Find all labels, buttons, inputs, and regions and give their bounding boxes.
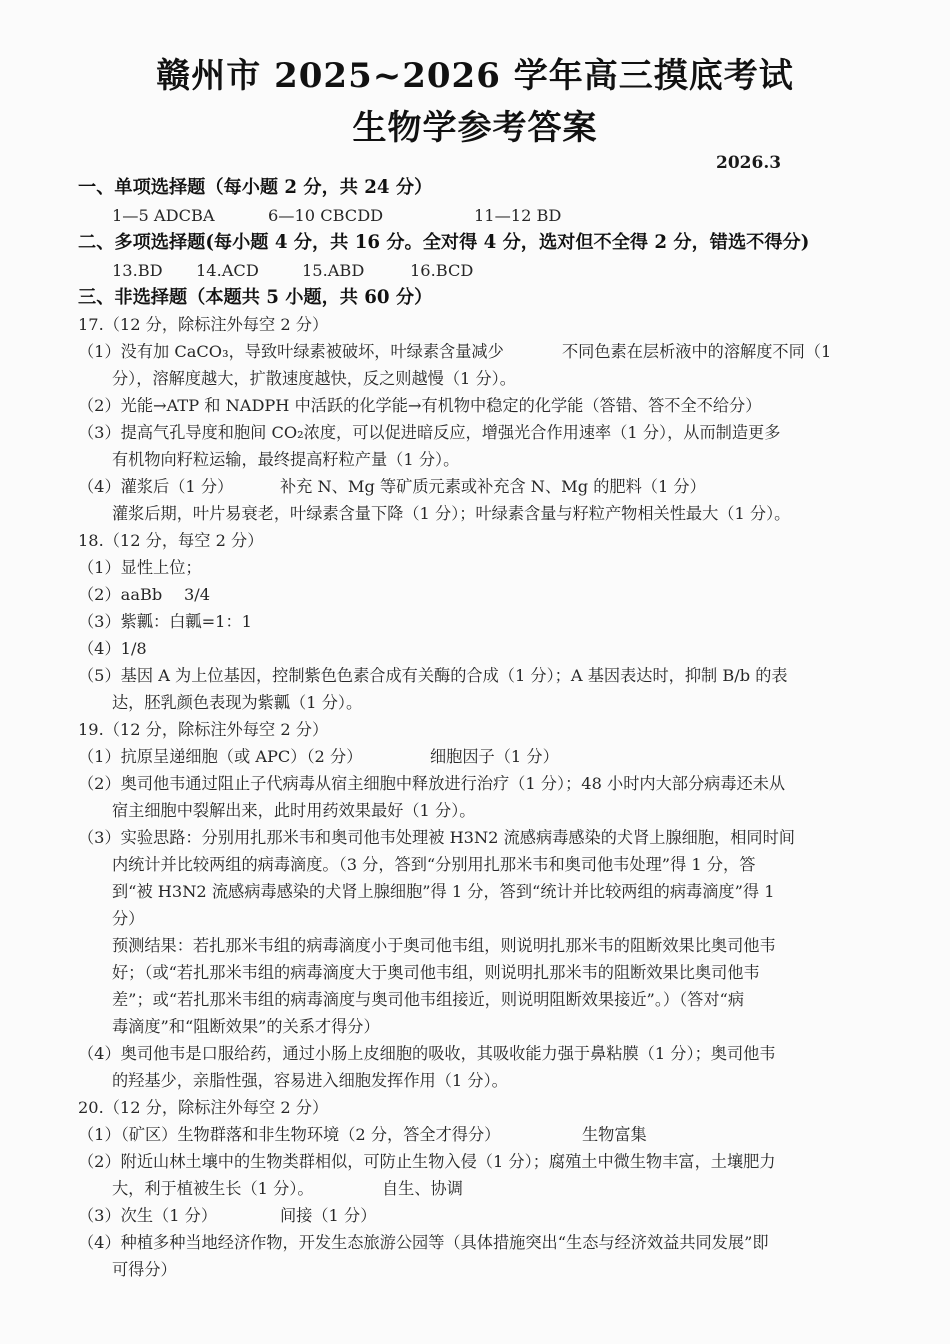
q18-p2-a: （2）aaBb bbox=[78, 585, 163, 604]
q19-p3-a: （3）实验思路：分别用扎那米韦和奥司他韦处理被 H3N2 流感病毒感染的犬肾上腺细胞，相同时间 bbox=[78, 828, 795, 847]
q18-p2-b: 3/4 bbox=[184, 585, 211, 604]
q19-p1-b: 细胞因子（1 分） bbox=[430, 747, 559, 766]
q19-p2-b: 宿主细胞中裂解出来，此时用药效果最好（1 分）。 bbox=[112, 801, 476, 820]
q20-p2-b2: 自生、协调 bbox=[382, 1179, 463, 1198]
q17-p4-a1: （4）灌浆后（1 分） bbox=[78, 477, 234, 496]
q20-answer-line bbox=[112, 1179, 872, 1199]
exam-date: 2026.3 bbox=[716, 153, 782, 173]
q19-prediction-a: 预测结果：若扎那米韦组的病毒滴度小于奥司他韦组，则说明扎那米韦的阻断效果比奥司他韦 bbox=[112, 936, 776, 955]
q20-p2-b1: 大，利于植被生长（1 分）。 bbox=[112, 1179, 314, 1198]
q19-p3-b: 内统计并比较两组的病毒滴度。（3 分，答到“分别用扎那米韦和奥司他韦处理”得 1 分，答 bbox=[112, 855, 756, 874]
q17-p4-b: 灌浆后期，叶片易衰老，叶绿素含量下降（1 分）；叶绿素含量与籽粒产物相关性最大（1 分）。 bbox=[112, 504, 791, 523]
q17-p4-a2: 补充 N、Mg 等矿质元素或补充含 N、Mg 的肥料（1 分） bbox=[280, 477, 706, 496]
q20-p4-b: 可得分） bbox=[112, 1260, 177, 1279]
q17-p3-a: （3）提高气孔导度和胞间 CO₂浓度，可以促进暗反应，增强光合作用速率（1 分），从而制造更多 bbox=[78, 423, 781, 442]
answer-group: 14.ACD bbox=[196, 261, 259, 280]
q19-p1-a: （1）抗原呈递细胞（或 APC）（2 分） bbox=[78, 747, 363, 766]
q19-head: 19.（12 分，除标注外每空 2 分） bbox=[78, 720, 329, 739]
q20-answer-line bbox=[78, 1206, 872, 1226]
q20-p3-b: 间接（1 分） bbox=[280, 1206, 377, 1225]
q18-head: 18.（12 分，每空 2 分） bbox=[78, 531, 264, 550]
section-multi-choice-heading: 二、多项选择题(每小题 4 分，共 16 分。全对得 4 分，选对但不全得 2 分，错选不得分) bbox=[78, 232, 810, 253]
q19-answer-line bbox=[78, 747, 872, 767]
q17-p1-c: 分），溶解度越大，扩散速度越快，反之则越慢（1 分）。 bbox=[112, 369, 516, 388]
q20-p4-a: （4）种植多种当地经济作物，开发生态旅游公园等（具体措施突出“生态与经济效益共同发展”即 bbox=[78, 1233, 769, 1252]
q19-prediction-c: 差”；或“若扎那米韦组的病毒滴度与奥司他韦组接近，则说明阻断效果接近”。）（答对“病 bbox=[112, 990, 745, 1009]
section-single-choice-heading: 一、单项选择题（每小题 2 分，共 24 分） bbox=[78, 177, 433, 198]
q19-p4-a: （4）奥司他韦是口服给药，通过小肠上皮细胞的吸收，其吸收能力强于鼻粘膜（1 分）；奥司他韦 bbox=[78, 1044, 776, 1063]
q17-p1-a: （1）没有加 CaCO₃，导致叶绿素被破坏，叶绿素含量减少 bbox=[78, 342, 504, 361]
q20-p1-a: （1）（矿区）生物群落和非生物环境（2 分，答全才得分） bbox=[78, 1125, 501, 1144]
q18-answer-line bbox=[78, 585, 872, 605]
q17-answer-line bbox=[78, 342, 872, 362]
q17-head: 17.（12 分，除标注外每空 2 分） bbox=[78, 315, 329, 334]
q18-p4: （4）1/8 bbox=[78, 639, 147, 658]
q18-p1: （1）显性上位； bbox=[78, 558, 202, 577]
q19-p4-b: 的羟基少，亲脂性强，容易进入细胞发挥作用（1 分）。 bbox=[112, 1071, 508, 1090]
page-subtitle: 生物学参考答案 bbox=[352, 108, 598, 148]
q19-p3-d: 分） bbox=[112, 909, 145, 928]
answer-group: 13.BD bbox=[112, 261, 163, 280]
q17-p3-b: 有机物向籽粒运输，最终提高籽粒产量（1 分）。 bbox=[112, 450, 460, 469]
q19-p2-a: （2）奥司他韦通过阻止子代病毒从宿主细胞中释放进行治疗（1 分）；48 小时内大部分病毒还未从 bbox=[78, 774, 786, 793]
q19-prediction-b: 好；（或“若扎那米韦组的病毒滴度大于奥司他韦组，则说明扎那米韦的阻断效果比奥司他韦 bbox=[112, 963, 760, 982]
q19-prediction-d: 毒滴度”和“阻断效果”的关系才得分） bbox=[112, 1017, 380, 1036]
q20-answer-line bbox=[78, 1125, 872, 1145]
q19-p3-c: 到“被 H3N2 流感病毒感染的犬肾上腺细胞”得 1 分，答到“统计并比较两组的病毒滴度”得 1 bbox=[112, 882, 775, 901]
q17-p2: （2）光能→ATP 和 NADPH 中活跃的化学能→有机物中稳定的化学能（答错、答不全不给分） bbox=[78, 396, 762, 415]
section-non-choice-heading: 三、非选择题（本题共 5 小题，共 60 分） bbox=[78, 287, 433, 308]
q20-p1-b: 生物富集 bbox=[582, 1125, 647, 1144]
q20-p2-a: （2）附近山林土壤中的生物类群相似，可防止生物入侵（1 分）；腐殖土中微生物丰富，土壤肥力 bbox=[78, 1152, 776, 1171]
q18-p5-a: （5）基因 A 为上位基因，控制紫色色素合成有关酶的合成（1 分）；A 基因表达时，抑制 B/b 的表 bbox=[78, 666, 788, 685]
q20-p3-a: （3）次生（1 分） bbox=[78, 1206, 218, 1225]
q18-p3: （3）紫瓤：白瓤=1：1 bbox=[78, 612, 252, 631]
page-title: 赣州市 2025~2026 学年高三摸底考试 bbox=[156, 56, 794, 96]
q17-answer-line bbox=[78, 477, 872, 497]
answer-group: 16.BCD bbox=[410, 261, 474, 280]
answer-group: 1—5 ADCBA bbox=[112, 206, 215, 225]
q17-p1-b: 不同色素在层析液中的溶解度不同（1 bbox=[562, 342, 832, 361]
answer-group: 11—12 BD bbox=[474, 206, 562, 225]
answer-group: 15.ABD bbox=[302, 261, 365, 280]
q18-p5-b: 达，胚乳颜色表现为紫瓤（1 分）。 bbox=[112, 693, 363, 712]
q20-head: 20.（12 分，除标注外每空 2 分） bbox=[78, 1098, 329, 1117]
answer-group: 6—10 CBCDD bbox=[268, 206, 384, 225]
